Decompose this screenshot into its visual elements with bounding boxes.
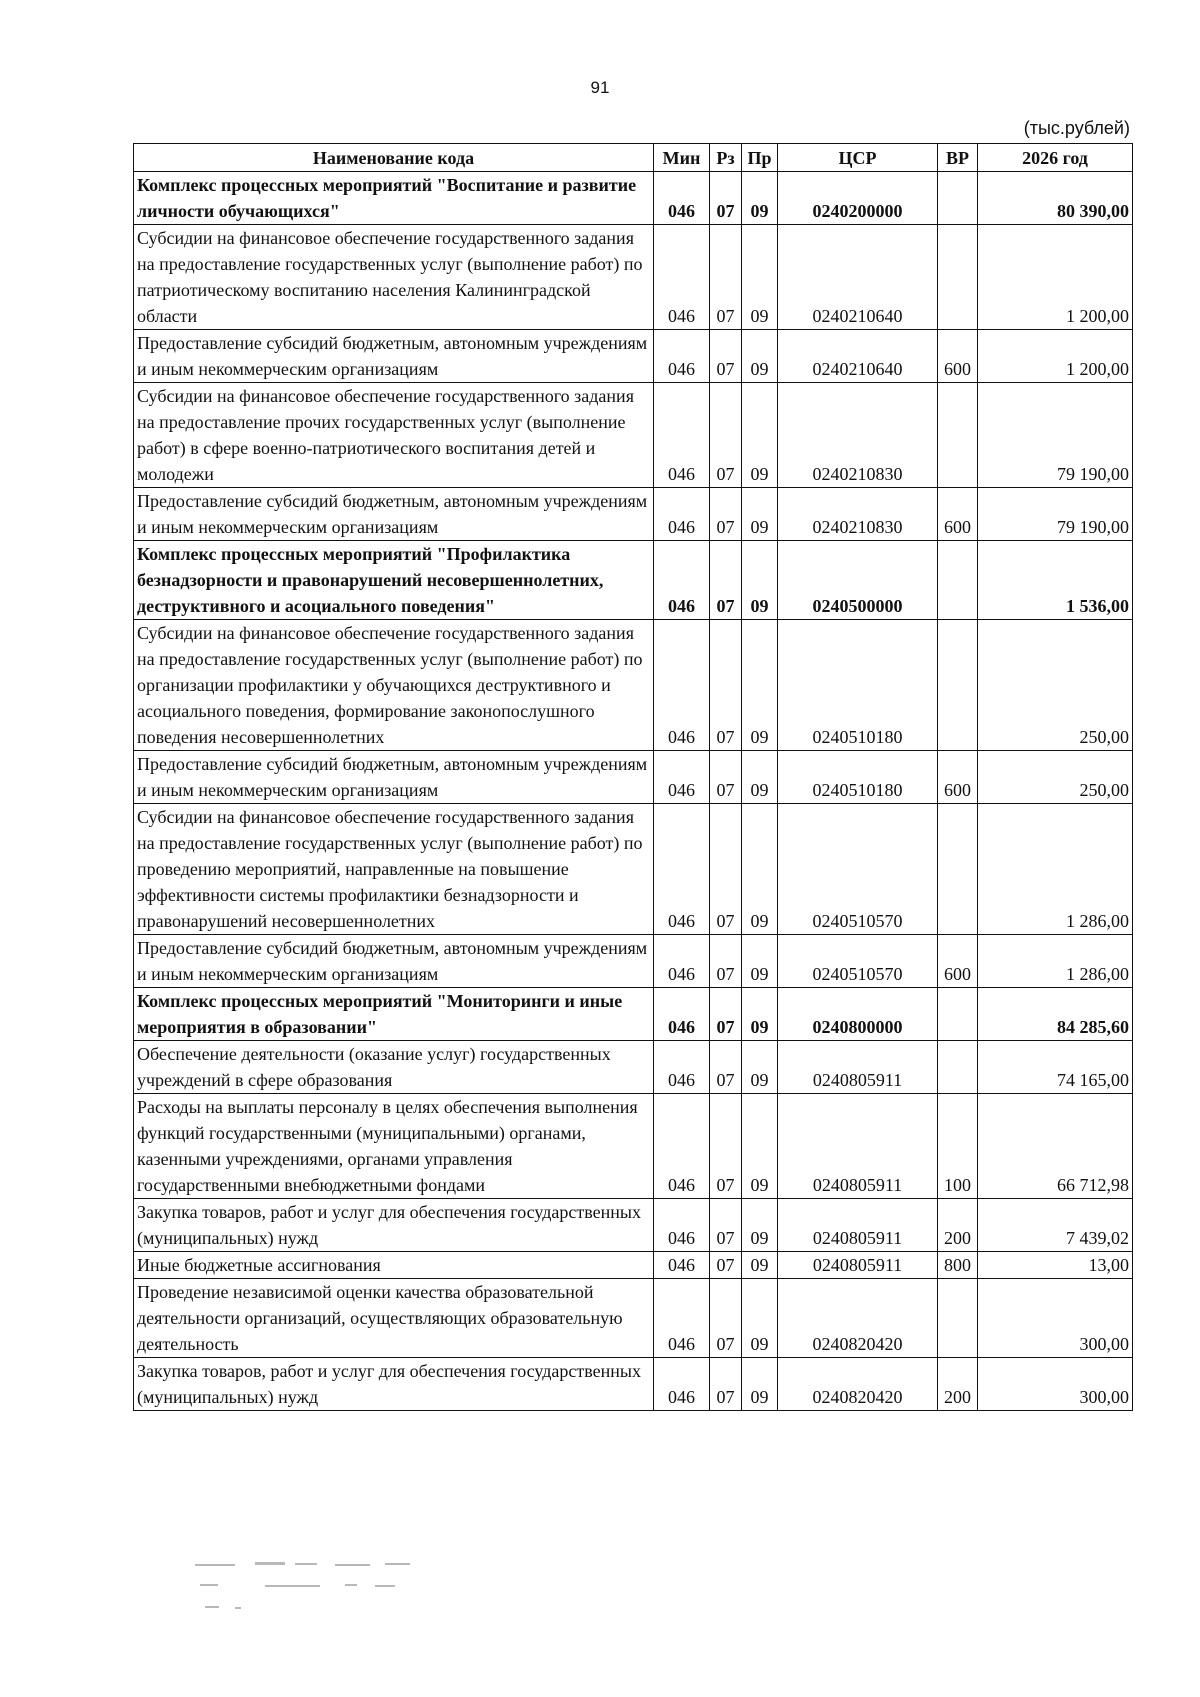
- cell-name: Предоставление субсидий бюджетным, автономным учреждениям и иным некоммерческим организациям: [134, 330, 654, 383]
- cell-rz: 07: [710, 488, 742, 541]
- cell-rz: 07: [710, 1279, 742, 1358]
- cell-pr: 09: [742, 804, 778, 935]
- cell-pr: 09: [742, 751, 778, 804]
- cell-min: 046: [654, 1358, 710, 1411]
- cell-amount: 1 200,00: [978, 225, 1133, 330]
- cell-csr: 0240805911: [778, 1041, 938, 1094]
- cell-name: Субсидии на финансовое обеспечение государственного задания на предоставление государственных услуг (выполнение работ) по патриотическому воспитанию населения Калининградской области: [134, 225, 654, 330]
- cell-name: Проведение независимой оценки качества образовательной деятельности организаций, осуществляющих образовательную деятельность: [134, 1279, 654, 1358]
- header-pr: Пр: [742, 144, 778, 172]
- table-row: [134, 620, 1133, 751]
- table-row: [134, 1252, 1133, 1279]
- cell-pr: 09: [742, 172, 778, 225]
- cell-csr: 0240210640: [778, 225, 938, 330]
- table-body: [134, 172, 1133, 1411]
- cell-amount: 1 200,00: [978, 330, 1133, 383]
- cell-vr: [938, 541, 978, 620]
- cell-name: Предоставление субсидий бюджетным, автономным учреждениям и иным некоммерческим организациям: [134, 751, 654, 804]
- cell-vr: [938, 988, 978, 1041]
- units-label: (тыс.рублей): [1023, 118, 1130, 138]
- cell-amount: 66 712,98: [978, 1094, 1133, 1199]
- cell-csr: 0240805911: [778, 1252, 938, 1279]
- cell-rz: 07: [710, 935, 742, 988]
- cell-amount: 80 390,00: [978, 172, 1133, 225]
- cell-vr: [938, 225, 978, 330]
- cell-csr: 0240820420: [778, 1279, 938, 1358]
- budget-table: [133, 143, 1133, 1411]
- cell-amount: 300,00: [978, 1279, 1133, 1358]
- cell-min: 046: [654, 225, 710, 330]
- cell-min: 046: [654, 1199, 710, 1252]
- cell-min: 046: [654, 935, 710, 988]
- cell-rz: 07: [710, 330, 742, 383]
- cell-amount: 7 439,02: [978, 1199, 1133, 1252]
- cell-pr: 09: [742, 1041, 778, 1094]
- cell-pr: 09: [742, 1252, 778, 1279]
- table-row: [134, 1358, 1133, 1411]
- cell-vr: [938, 620, 978, 751]
- cell-name: Обеспечение деятельности (оказание услуг) государственных учреждений в сфере образования: [134, 1041, 654, 1094]
- cell-vr: [938, 172, 978, 225]
- cell-name: Предоставление субсидий бюджетным, автономным учреждениям и иным некоммерческим организациям: [134, 488, 654, 541]
- cell-pr: 09: [742, 1358, 778, 1411]
- cell-amount: 79 190,00: [978, 488, 1133, 541]
- cell-min: 046: [654, 541, 710, 620]
- cell-name: Иные бюджетные ассигнования: [134, 1252, 654, 1279]
- cell-pr: 09: [742, 225, 778, 330]
- cell-pr: 09: [742, 488, 778, 541]
- table-row: [134, 330, 1133, 383]
- cell-csr: 0240805911: [778, 1094, 938, 1199]
- cell-min: 046: [654, 488, 710, 541]
- header-year: 2026 год: [978, 144, 1133, 172]
- cell-amount: 300,00: [978, 1358, 1133, 1411]
- cell-rz: 07: [710, 383, 742, 488]
- cell-amount: 74 165,00: [978, 1041, 1133, 1094]
- cell-rz: 07: [710, 1094, 742, 1199]
- cell-min: 046: [654, 383, 710, 488]
- cell-amount: 250,00: [978, 620, 1133, 751]
- cell-pr: 09: [742, 541, 778, 620]
- header-name: Наименование кода: [134, 144, 654, 172]
- table-row: [134, 804, 1133, 935]
- cell-name: Комплекс процессных мероприятий "Воспитание и развитие личности обучающихся": [134, 172, 654, 225]
- cell-pr: 09: [742, 330, 778, 383]
- cell-min: 046: [654, 330, 710, 383]
- table-row: [134, 172, 1133, 225]
- header-csr: ЦСР: [778, 144, 938, 172]
- cell-name: Субсидии на финансовое обеспечение государственного задания на предоставление государственных услуг (выполнение работ) по организации профилактики у обучающихся деструктивного и асоциального поведения, формирование законопослушного поведения несовершеннолетних: [134, 620, 654, 751]
- cell-csr: 0240210830: [778, 383, 938, 488]
- cell-pr: 09: [742, 383, 778, 488]
- cell-vr: 200: [938, 1358, 978, 1411]
- cell-rz: 07: [710, 1252, 742, 1279]
- cell-vr: 600: [938, 488, 978, 541]
- cell-vr: 600: [938, 935, 978, 988]
- cell-csr: 0240805911: [778, 1199, 938, 1252]
- cell-rz: 07: [710, 1358, 742, 1411]
- cell-csr: 0240820420: [778, 1358, 938, 1411]
- cell-csr: 0240500000: [778, 541, 938, 620]
- header-min: Мин: [654, 144, 710, 172]
- cell-amount: 250,00: [978, 751, 1133, 804]
- cell-name: Комплекс процессных мероприятий "Мониторинги и иные мероприятия в образовании": [134, 988, 654, 1041]
- cell-min: 046: [654, 172, 710, 225]
- cell-rz: 07: [710, 804, 742, 935]
- cell-vr: 100: [938, 1094, 978, 1199]
- scan-artifact: [195, 1560, 425, 1620]
- cell-min: 046: [654, 1094, 710, 1199]
- page-number: 91: [590, 78, 610, 97]
- cell-name: Закупка товаров, работ и услуг для обеспечения государственных (муниципальных) нужд: [134, 1358, 654, 1411]
- table-row: [134, 1094, 1133, 1199]
- cell-amount: 1 286,00: [978, 804, 1133, 935]
- cell-csr: 0240210830: [778, 488, 938, 541]
- table-row: [134, 225, 1133, 330]
- table-row: [134, 1041, 1133, 1094]
- cell-rz: 07: [710, 541, 742, 620]
- cell-vr: [938, 804, 978, 935]
- cell-name: Субсидии на финансовое обеспечение государственного задания на предоставление государственных услуг (выполнение работ) по проведению мероприятий, направленные на повышение эффективности системы профилактики безнадзорности и правонарушений несовершеннолетних: [134, 804, 654, 935]
- cell-pr: 09: [742, 1199, 778, 1252]
- cell-vr: 600: [938, 330, 978, 383]
- cell-csr: 0240510180: [778, 620, 938, 751]
- cell-rz: 07: [710, 172, 742, 225]
- table-row: [134, 935, 1133, 988]
- table-header-row: [134, 144, 1133, 172]
- cell-min: 046: [654, 620, 710, 751]
- cell-min: 046: [654, 988, 710, 1041]
- cell-min: 046: [654, 804, 710, 935]
- cell-vr: [938, 1041, 978, 1094]
- cell-vr: 600: [938, 751, 978, 804]
- cell-vr: [938, 1279, 978, 1358]
- cell-csr: 0240510570: [778, 935, 938, 988]
- cell-csr: 0240800000: [778, 988, 938, 1041]
- table-row: [134, 541, 1133, 620]
- cell-rz: 07: [710, 988, 742, 1041]
- cell-amount: 13,00: [978, 1252, 1133, 1279]
- cell-vr: 800: [938, 1252, 978, 1279]
- cell-vr: 200: [938, 1199, 978, 1252]
- cell-pr: 09: [742, 988, 778, 1041]
- cell-rz: 07: [710, 751, 742, 804]
- cell-amount: 1 536,00: [978, 541, 1133, 620]
- cell-vr: [938, 383, 978, 488]
- cell-min: 046: [654, 751, 710, 804]
- cell-min: 046: [654, 1041, 710, 1094]
- cell-rz: 07: [710, 1199, 742, 1252]
- cell-pr: 09: [742, 1094, 778, 1199]
- table-row: [134, 1199, 1133, 1252]
- table-row: [134, 488, 1133, 541]
- cell-rz: 07: [710, 620, 742, 751]
- cell-amount: 79 190,00: [978, 383, 1133, 488]
- table-row: [134, 988, 1133, 1041]
- cell-csr: 0240510570: [778, 804, 938, 935]
- cell-name: Закупка товаров, работ и услуг для обеспечения государственных (муниципальных) нужд: [134, 1199, 654, 1252]
- cell-name: Расходы на выплаты персоналу в целях обеспечения выполнения функций государственными (муниципальными) органами, казенными учреждениями, органами управления государственными внебюджетными фондами: [134, 1094, 654, 1199]
- cell-name: Субсидии на финансовое обеспечение государственного задания на предоставление прочих государственных услуг (выполнение работ) в сфере военно-патриотического воспитания детей и молодежи: [134, 383, 654, 488]
- cell-min: 046: [654, 1279, 710, 1358]
- cell-pr: 09: [742, 1279, 778, 1358]
- cell-csr: 0240200000: [778, 172, 938, 225]
- cell-csr: 0240510180: [778, 751, 938, 804]
- table-row: [134, 383, 1133, 488]
- header-rz: Рз: [710, 144, 742, 172]
- cell-min: 046: [654, 1252, 710, 1279]
- table-row: [134, 1279, 1133, 1358]
- cell-rz: 07: [710, 225, 742, 330]
- table-row: [134, 751, 1133, 804]
- cell-name: Комплекс процессных мероприятий "Профилактика безнадзорности и правонарушений несовершеннолетних, деструктивного и асоциального поведения": [134, 541, 654, 620]
- cell-amount: 1 286,00: [978, 935, 1133, 988]
- cell-name: Предоставление субсидий бюджетным, автономным учреждениям и иным некоммерческим организациям: [134, 935, 654, 988]
- cell-pr: 09: [742, 620, 778, 751]
- header-vr: ВР: [938, 144, 978, 172]
- cell-csr: 0240210640: [778, 330, 938, 383]
- cell-pr: 09: [742, 935, 778, 988]
- cell-amount: 84 285,60: [978, 988, 1133, 1041]
- cell-rz: 07: [710, 1041, 742, 1094]
